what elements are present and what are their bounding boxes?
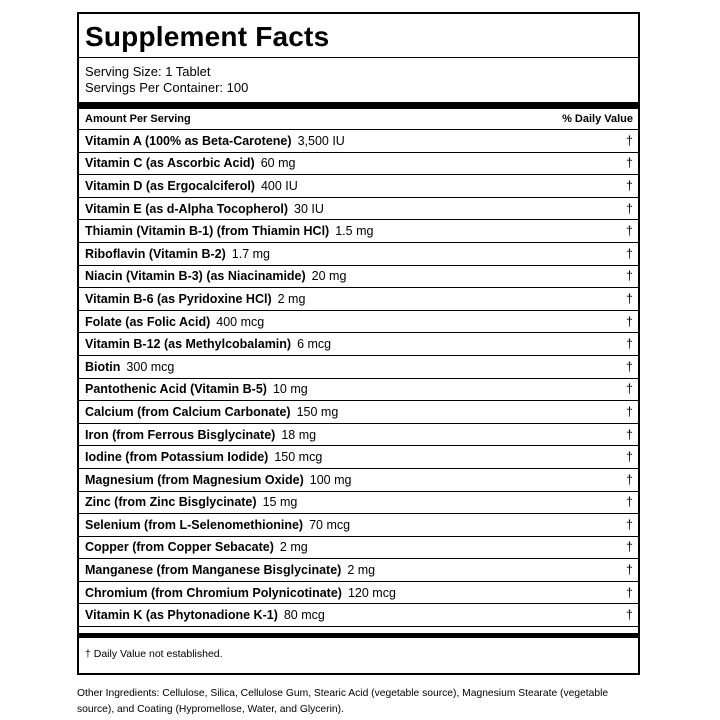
other-ingredients: Other Ingredients: Cellulose, Silica, Cellulose Gum, Stearic Acid (vegetable source), Magnesium Stearate (vegetable source), and Coating (Hypromellose, Water, and Glycerin). xyxy=(77,688,609,715)
nutrient-amount: 30 IU xyxy=(294,201,324,216)
nutrient-amount: 70 mcg xyxy=(309,517,351,532)
nutrient-amount: 400 IU xyxy=(260,178,298,193)
panel-title: Supplement Facts xyxy=(79,14,638,58)
nutrient-label xyxy=(85,450,322,464)
nutrient-list xyxy=(79,130,638,627)
nutrient-name: Folate (as Folic Acid) xyxy=(85,314,211,329)
servings-per-container: Servings Per Container: 100 xyxy=(85,80,249,95)
nutrient-daily-value: † xyxy=(626,133,633,148)
nutrient-label xyxy=(85,156,295,170)
nutrient-name: Vitamin D (as Ergocalciferol) xyxy=(85,178,255,193)
nutrient-daily-value: † xyxy=(626,404,633,419)
nutrient-amount: 3,500 IU xyxy=(297,133,345,148)
nutrient-name: Vitamin K (as Phytonadione K-1) xyxy=(85,608,278,623)
nutrient-row xyxy=(79,582,638,605)
nutrient-amount: 80 mcg xyxy=(283,608,325,623)
nutrient-daily-value: † xyxy=(626,314,633,329)
nutrient-daily-value: † xyxy=(626,224,633,239)
nutrient-daily-value: † xyxy=(626,608,633,623)
nutrient-row xyxy=(79,266,638,289)
nutrient-row xyxy=(79,424,638,447)
nutrient-label xyxy=(85,292,305,306)
amount-per-serving-header: Amount Per Serving xyxy=(85,113,191,125)
nutrient-amount: 2 mg xyxy=(277,291,306,306)
nutrient-row xyxy=(79,220,638,243)
nutrient-row xyxy=(79,243,638,266)
nutrient-name: Vitamin B-6 (as Pyridoxine HCl) xyxy=(85,291,272,306)
nutrient-label xyxy=(85,269,346,283)
nutrient-daily-value: † xyxy=(626,201,633,216)
nutrient-name: Vitamin A (100% as Beta-Carotene) xyxy=(85,133,292,148)
nutrient-row xyxy=(79,153,638,176)
nutrient-name: Thiamin (Vitamin B-1) (from Thiamin HCl) xyxy=(85,224,330,239)
daily-value-header: % Daily Value xyxy=(562,113,633,125)
nutrient-label xyxy=(85,495,297,509)
serving-size: Serving Size: 1 Tablet xyxy=(85,64,211,79)
nutrient-amount: 6 mcg xyxy=(297,337,332,352)
nutrient-daily-value: † xyxy=(626,156,633,171)
nutrient-daily-value: † xyxy=(626,337,633,352)
nutrient-amount: 100 mg xyxy=(309,472,352,487)
nutrient-row xyxy=(79,469,638,492)
nutrient-label xyxy=(85,608,325,622)
nutrient-label xyxy=(85,382,308,396)
nutrient-label xyxy=(85,563,375,577)
nutrient-row xyxy=(79,356,638,379)
nutrient-daily-value: † xyxy=(626,359,633,374)
nutrient-daily-value: † xyxy=(626,517,633,532)
nutrient-amount: 2 mg xyxy=(279,540,308,555)
column-header xyxy=(79,109,638,130)
nutrient-amount: 300 mcg xyxy=(126,359,175,374)
nutrient-label xyxy=(85,224,373,238)
nutrient-row xyxy=(79,379,638,402)
nutrient-name: Niacin (Vitamin B-3) (as Niacinamide) xyxy=(85,269,306,284)
nutrient-row xyxy=(79,288,638,311)
nutrient-name: Biotin xyxy=(85,359,121,374)
serving-info xyxy=(79,58,638,102)
nutrient-row xyxy=(79,401,638,424)
nutrient-row xyxy=(79,198,638,221)
nutrient-name: Selenium (from L-Selenomethionine) xyxy=(85,517,304,532)
footnote: † Daily Value not established. xyxy=(85,648,223,661)
thick-divider xyxy=(79,102,638,109)
nutrient-amount: 60 mg xyxy=(260,156,296,171)
nutrient-row xyxy=(79,333,638,356)
nutrient-name: Manganese (from Manganese Bisglycinate) xyxy=(85,563,342,578)
nutrient-row xyxy=(79,559,638,582)
nutrient-label xyxy=(85,405,338,419)
nutrient-amount: 120 mcg xyxy=(347,585,396,600)
nutrient-row xyxy=(79,130,638,153)
nutrient-name: Zinc (from Zinc Bisglycinate) xyxy=(85,495,257,510)
nutrient-amount: 150 mg xyxy=(296,404,339,419)
nutrient-daily-value: † xyxy=(626,563,633,578)
nutrient-row xyxy=(79,514,638,537)
nutrient-amount: 15 mg xyxy=(262,495,298,510)
nutrient-name: Vitamin E (as d-Alpha Tocopherol) xyxy=(85,201,289,216)
nutrient-name: Copper (from Copper Sebacate) xyxy=(85,540,274,555)
nutrient-name: Vitamin C (as Ascorbic Acid) xyxy=(85,156,255,171)
nutrient-row xyxy=(79,175,638,198)
nutrient-label xyxy=(85,518,350,532)
nutrient-daily-value: † xyxy=(626,178,633,193)
nutrient-daily-value: † xyxy=(626,427,633,442)
nutrient-label xyxy=(85,540,308,554)
nutrient-daily-value: † xyxy=(626,450,633,465)
supplement-facts-panel xyxy=(77,12,640,675)
nutrient-daily-value: † xyxy=(626,291,633,306)
nutrient-amount: 1.5 mg xyxy=(335,224,374,239)
nutrient-label xyxy=(85,360,174,374)
nutrient-label xyxy=(85,428,316,442)
nutrient-name: Iron (from Ferrous Bisglycinate) xyxy=(85,427,276,442)
nutrient-daily-value: † xyxy=(626,472,633,487)
nutrient-name: Pantothenic Acid (Vitamin B-5) xyxy=(85,382,267,397)
nutrient-amount: 20 mg xyxy=(311,269,347,284)
nutrient-row xyxy=(79,537,638,560)
nutrient-label xyxy=(85,473,351,487)
nutrient-amount: 150 mcg xyxy=(274,450,323,465)
nutrient-name: Magnesium (from Magnesium Oxide) xyxy=(85,472,304,487)
nutrient-daily-value: † xyxy=(626,382,633,397)
nutrient-amount: 1.7 mg xyxy=(231,246,270,261)
nutrient-daily-value: † xyxy=(626,585,633,600)
nutrient-daily-value: † xyxy=(626,540,633,555)
nutrient-name: Chromium (from Chromium Polynicotinate) xyxy=(85,585,342,600)
nutrient-row xyxy=(79,492,638,515)
nutrient-label xyxy=(85,134,345,148)
nutrient-daily-value: † xyxy=(626,246,633,261)
nutrient-daily-value: † xyxy=(626,269,633,284)
nutrient-name: Calcium (from Calcium Carbonate) xyxy=(85,404,291,419)
nutrient-amount: 18 mg xyxy=(281,427,317,442)
nutrient-row xyxy=(79,604,638,627)
nutrient-name: Iodine (from Potassium Iodide) xyxy=(85,450,269,465)
nutrient-label xyxy=(85,179,298,193)
nutrient-label xyxy=(85,315,264,329)
nutrient-daily-value: † xyxy=(626,495,633,510)
nutrient-amount: 2 mg xyxy=(347,563,376,578)
nutrient-name: Vitamin B-12 (as Methylcobalamin) xyxy=(85,337,292,352)
nutrient-row xyxy=(79,311,638,334)
nutrient-name: Riboflavin (Vitamin B-2) xyxy=(85,246,226,261)
nutrient-amount: 10 mg xyxy=(272,382,308,397)
nutrient-label xyxy=(85,586,396,600)
nutrient-row xyxy=(79,446,638,469)
nutrient-label xyxy=(85,247,270,261)
nutrient-label xyxy=(85,202,324,216)
nutrient-label xyxy=(85,337,331,351)
nutrient-amount: 400 mcg xyxy=(216,314,265,329)
